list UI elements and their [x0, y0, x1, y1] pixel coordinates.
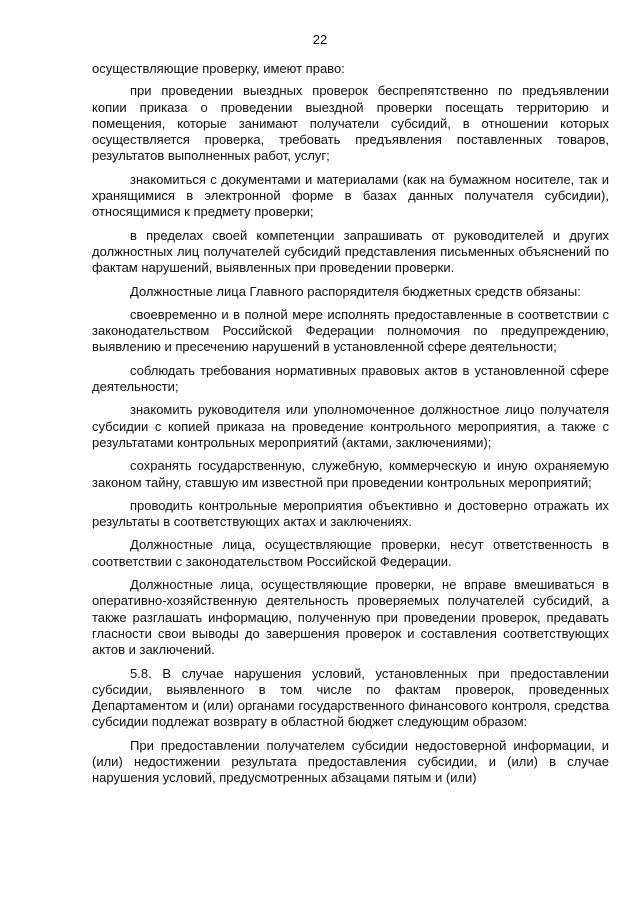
paragraph-duty-compliance: соблюдать требования нормативных правовых актов в установленной сфере деятельности; [92, 362, 609, 395]
paragraph-duty-secrecy: сохранять государственную, служебную, коммерческую и иную охраняемую законом тайну, ставшую им известной при проведении контрольных мероприятий; [92, 458, 609, 490]
paragraph-refund-conditions: При предоставлении получателем субсидии недостоверной информации, и (или) недостижении результата предоставления субсидии, и (или) в случае нарушения условий, предусмотренных абзацами пятым и (или) [92, 737, 609, 786]
paragraph-right-documents: знакомиться с документами и материалами (как на бумажном носителе, так и хранящимися в электронной форме в базах данных получателя субсидии), относящимися к предмету проверки; [92, 171, 609, 220]
paragraph-responsibility: Должностные лица, осуществляющие проверки, несут ответственность в соответствии с законодательством Российской Федерации. [92, 537, 609, 569]
paragraph-right-site-visit: при проведении выездных проверок беспрепятственно по предъявлении копии приказа о проведении выездной проверки посещать территорию и помещения, которые занимают получатели субсидий, в отношении которых осуществляется проверка, требовать предъявления поставленных товаров, результатов выполненных работ, услуг; [92, 83, 609, 164]
paragraph-duty-powers: своевременно и в полной мере исполнять предоставленные в соответствии с законодательством Российской Федерации полномочия по предупреждению, выявлению и пресечению нарушений в установленной сфере деятельности; [92, 306, 609, 355]
paragraph-right-explanations: в пределах своей компетенции запрашивать от руководителей и других должностных лиц получателей субсидий представления письменных объяснений по фактам нарушений, выявленных при проведении проверки. [92, 227, 609, 276]
document-body [92, 61, 609, 787]
page-number: 22 [312, 32, 328, 47]
paragraph-duty-inform: знакомить руководителя или уполномоченное должностное лицо получателя субсидии с копией приказа на проведение контрольного мероприятия, а также с результатами контрольных мероприятий (актами, заключениями); [92, 402, 609, 450]
paragraph-officials-obliged: Должностные лица Главного распорядителя бюджетных средств обязаны: [130, 283, 581, 299]
paragraph-non-interference: Должностные лица, осуществляющие проверки, не вправе вмешиваться в оперативно-хозяйственную деятельность проверяемых получателей субсидий, а также разглашать информацию, полученную при проведении проверок, предавать гласности свои выводы до завершения проверок и составления соответствующих актов и заключений. [92, 577, 609, 658]
paragraph-section-5-8: 5.8. В случае нарушения условий, установленных при предоставлении субсидии, выявленного в том числе по фактам проверок, проведенных Департаментом и (или) органами государственного финансового контроля, средства субсидии подлежат возврату в областной бюджет следующим образом: [92, 665, 609, 730]
paragraph-continuation: осуществляющие проверку, имеют право: [92, 61, 345, 76]
paragraph-duty-objectivity: проводить контрольные мероприятия объективно и достоверно отражать их результаты в соответствующих актах и заключениях. [92, 497, 609, 530]
